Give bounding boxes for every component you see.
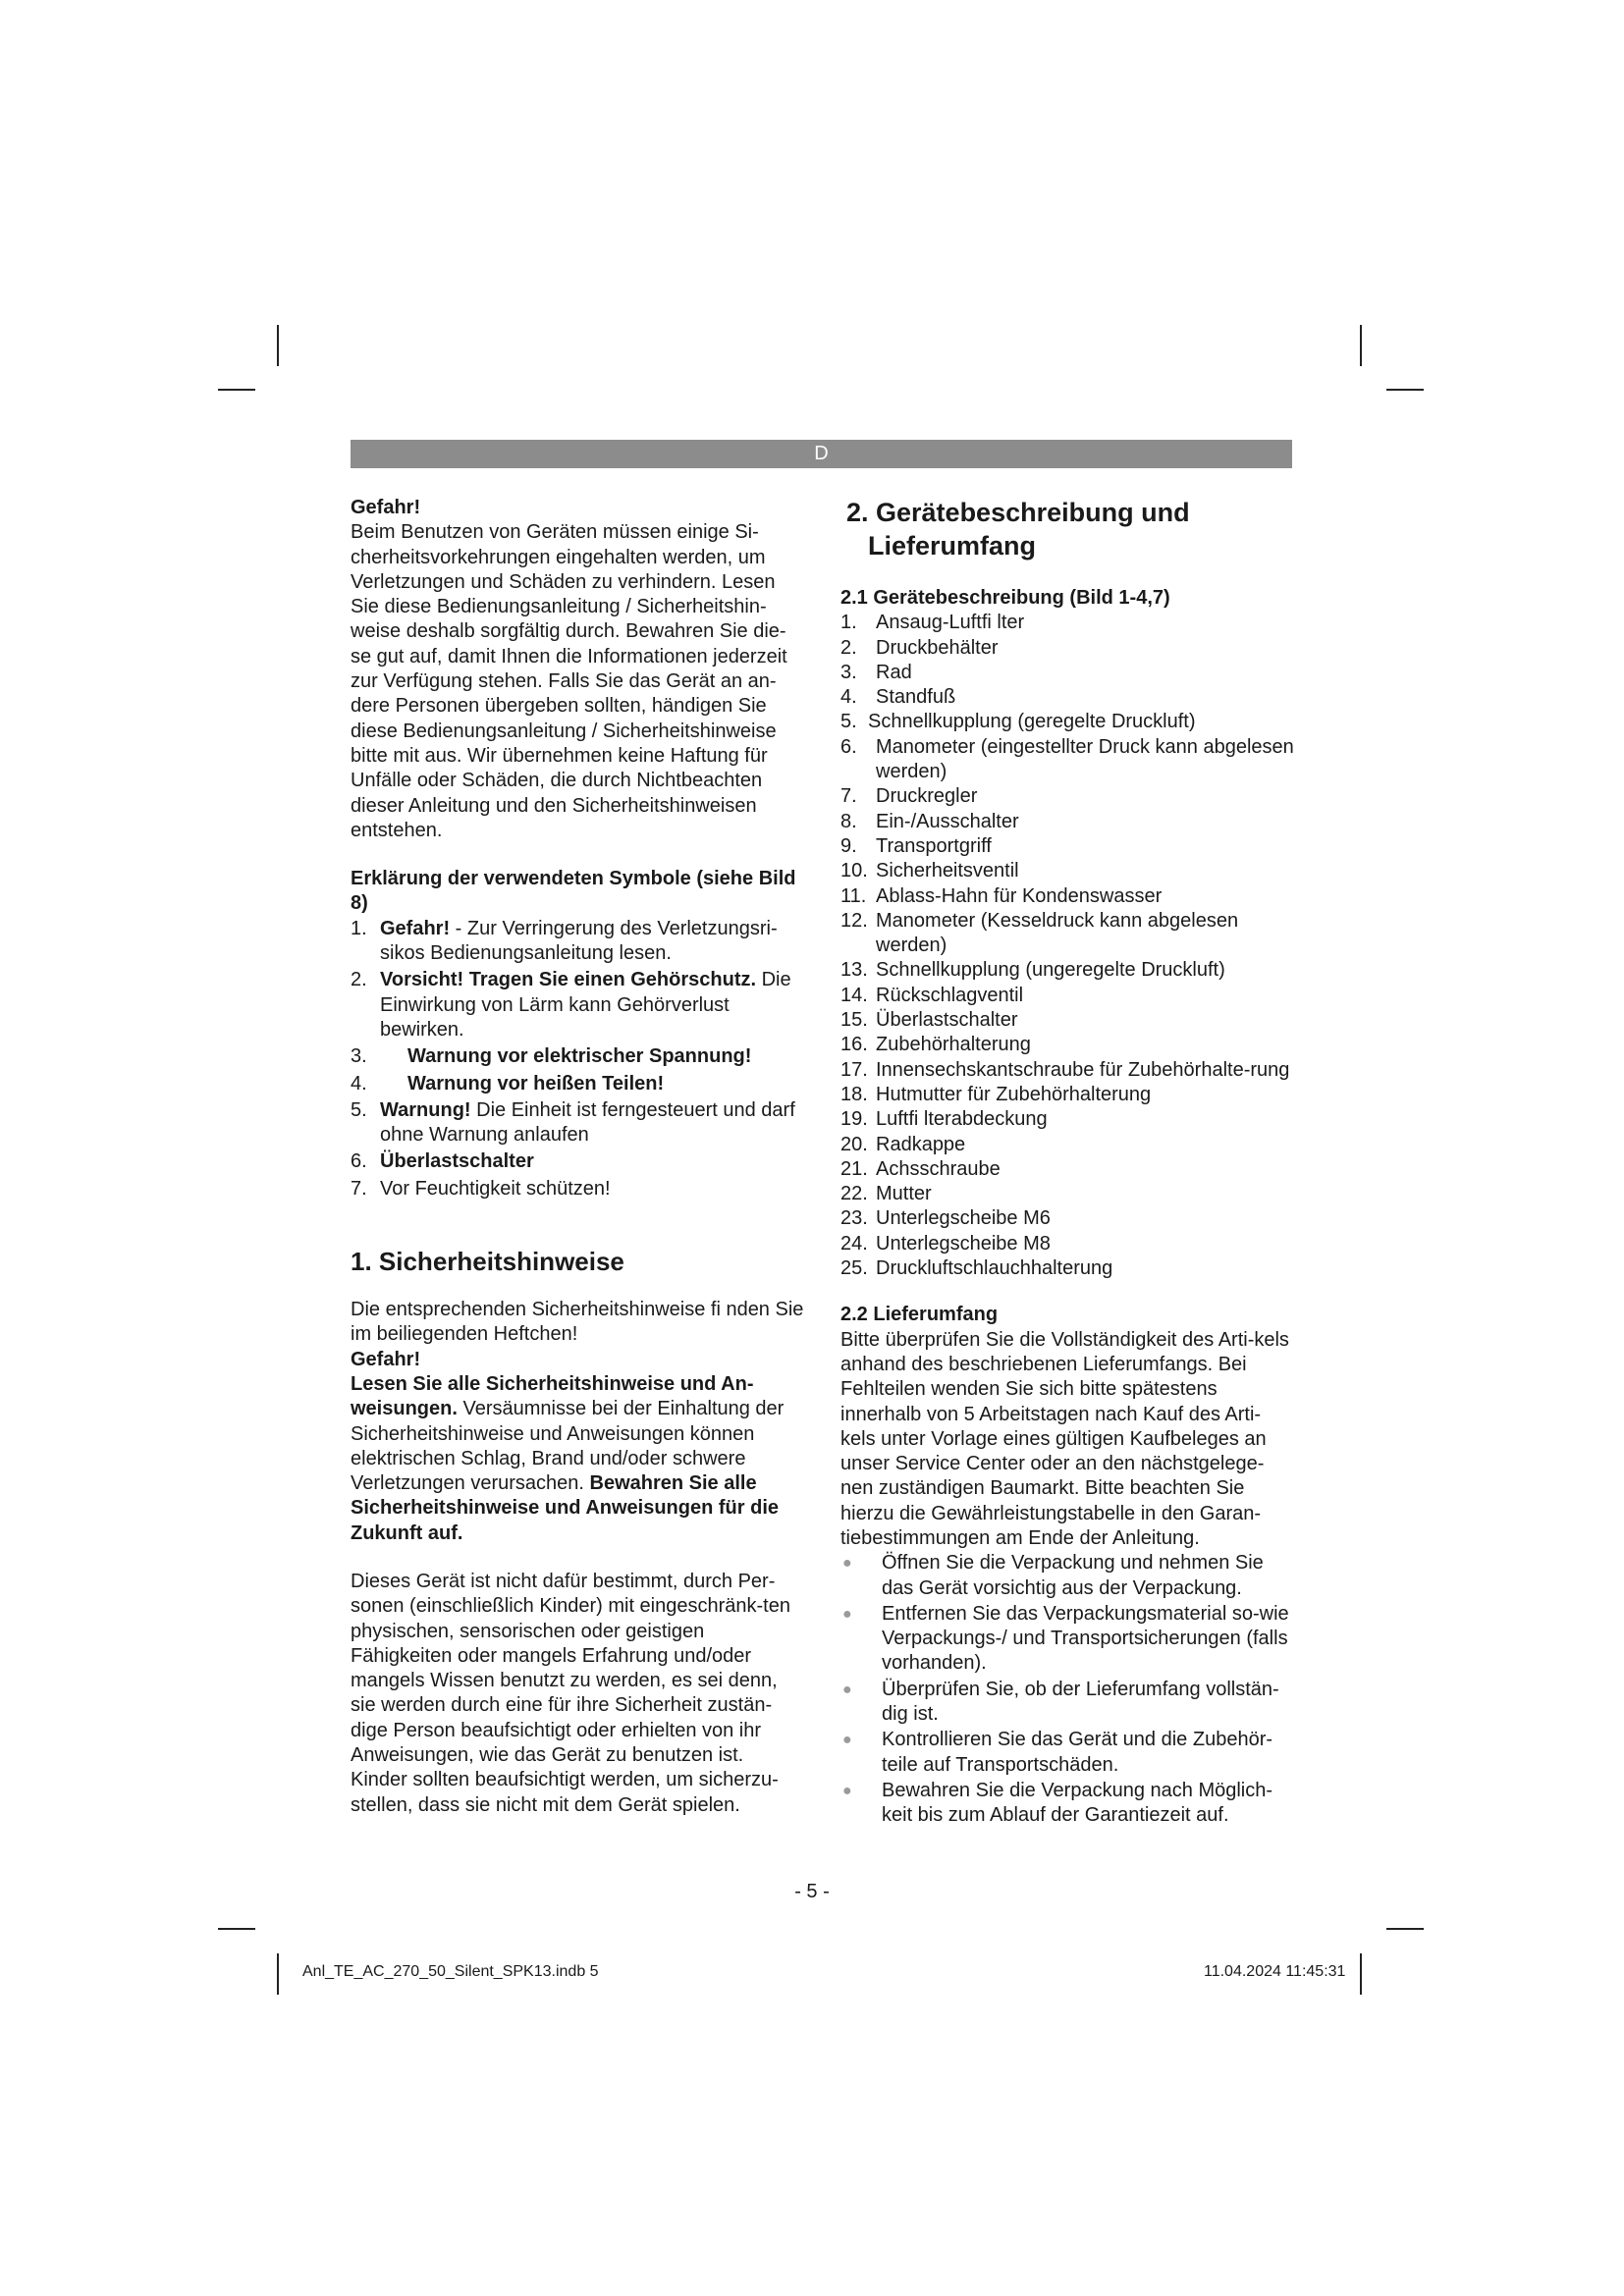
list-item: 9. Transportgriff bbox=[840, 834, 992, 857]
symbols-list bbox=[351, 917, 804, 1201]
section-1-danger: Gefahr! bbox=[351, 1348, 421, 1370]
bullet-icon: ● bbox=[842, 1681, 852, 1698]
crop-mark bbox=[1386, 1928, 1424, 1930]
list-item: 12. Manometer (Kesseldruck kann abgelesen werden) bbox=[840, 909, 1239, 957]
crop-mark bbox=[1360, 325, 1362, 366]
section-2-title: 2. Gerätebeschreibung und bbox=[846, 498, 1190, 527]
device-description-heading: 2.1 Gerätebeschreibung (Bild 1-4,7) bbox=[840, 587, 1170, 609]
list-item: ● Kontrollieren Sie das Gerät und die Zubehör-teile auf Transportschäden. bbox=[840, 1728, 1294, 1778]
list-item: 2. Vorsicht! Tragen Sie einen Gehörschutz. Die Einwirkung von Lärm kann Gehörverlust bewirken. bbox=[351, 969, 791, 1041]
list-item: 7. Druckregler bbox=[840, 785, 978, 808]
list-item: 4. Standfuß bbox=[840, 686, 956, 709]
section-1-intro: Die entsprechenden Sicherheitshinweise fi nden Sie im beiliegenden Heftchen! bbox=[351, 1299, 804, 1346]
list-item: 7. Vor Feuchtigkeit schützen! bbox=[351, 1177, 611, 1200]
list-item: 10. Sicherheitsventil bbox=[840, 860, 1019, 882]
page-number: - 5 - bbox=[794, 1881, 830, 1902]
list-item: 23. Unterlegscheibe M6 bbox=[840, 1207, 1051, 1230]
list-item: ● Überprüfen Sie, ob der Lieferumfang vollstän-dig ist. bbox=[840, 1678, 1294, 1728]
bullet-icon: ● bbox=[842, 1605, 852, 1623]
bullet-icon: ● bbox=[842, 1555, 852, 1573]
parts-list bbox=[840, 611, 1294, 1281]
list-item: 15. Überlastschalter bbox=[840, 1009, 1018, 1032]
list-item: 19. Luftfi lterabdeckung bbox=[840, 1108, 1048, 1131]
danger-heading: Gefahr! bbox=[351, 497, 421, 518]
list-item: 11. Ablass-Hahn für Kondenswasser bbox=[840, 884, 1163, 907]
list-item: 16. Zubehörhalterung bbox=[840, 1034, 1031, 1056]
bullet-icon: ● bbox=[842, 1732, 852, 1749]
list-item: 1. Ansaug-Luftfi lter bbox=[840, 612, 1025, 634]
list-item: 6. Manometer (eingestellter Druck kann abgelesen werden) bbox=[840, 735, 1294, 783]
section-1-children-paragraph: Dieses Gerät ist nicht dafür bestimmt, durch Per-sonen (einschließlich Kinder) mit eingeschränk-ten physischen, sensorischen oder geistigen Fähigkeiten oder mangels Erfahrung und/oder mangels Wissen benutzt zu werden, es sei denn, sie werden durch eine für ihre Sicherheit zustän-dige Person beaufsichtigt oder erhielten von ihr Anweisungen, wie das Gerät zu benutzen ist. Kinder sollten beaufsichtigt werden, um sicherzu-stellen, dass sie nicht mit dem Gerät spielen. bbox=[351, 1570, 790, 1816]
list-item: ● Entfernen Sie das Verpackungsmaterial so-wie Verpackungs-/ und Transportsicherungen (falls vorhanden). bbox=[840, 1602, 1294, 1677]
footer-file-name: Anl_TE_AC_270_50_Silent_SPK13.indb 5 bbox=[302, 1963, 599, 1980]
list-item: 25. Druckluftschlauchhalterung bbox=[840, 1257, 1113, 1280]
list-item: 6. Überlastschalter bbox=[351, 1150, 534, 1173]
list-item: 5. Warnung! Die Einheit ist ferngesteuert und darf ohne Warnung anlaufen bbox=[351, 1098, 795, 1147]
list-item: 8. Ein-/Ausschalter bbox=[840, 810, 1019, 832]
list-item: 20. Radkappe bbox=[840, 1133, 966, 1155]
section-1-title: 1. Sicherheitshinweise bbox=[351, 1247, 624, 1277]
list-item: 24. Unterlegscheibe M8 bbox=[840, 1232, 1051, 1255]
list-item: 4. Warnung vor heißen Teilen! bbox=[351, 1072, 665, 1095]
crop-mark bbox=[1386, 389, 1424, 391]
scope-of-delivery-paragraph: Bitte überprüfen Sie die Vollständigkeit des Arti-kels anhand des beschriebenen Lieferumfangs. Bei Fehlteilen wenden Sie sich bitte spätestens innerhalb von 5 Arbeitstagen nach Kauf des Arti-kels unter Vorlage eines gültigen Kaufbeleges an unser Service Center oder an den nächstgelege-nen zuständigen Baumarkt. Bitte beachten Sie hierzu die Gewährleistungstabelle in den Garan-tiebestimmungen am Ende der Anleitung. bbox=[840, 1328, 1289, 1549]
scope-of-delivery-heading: 2.2 Lieferumfang bbox=[840, 1304, 999, 1326]
list-item: 13. Schnellkupplung (ungeregelte Druckluft) bbox=[840, 959, 1225, 982]
crop-mark bbox=[277, 1953, 279, 1995]
list-item: 18. Hutmutter für Zubehörhalterung bbox=[840, 1083, 1152, 1105]
right-column bbox=[840, 496, 1294, 1830]
left-column bbox=[351, 496, 804, 1818]
crop-mark bbox=[218, 1928, 255, 1930]
list-item: ● Bewahren Sie die Verpackung nach Möglich-keit bis zum Ablauf der Garantiezeit auf. bbox=[840, 1779, 1294, 1829]
scope-bullet-list bbox=[840, 1551, 1294, 1828]
list-item: ● Öffnen Sie die Verpackung und nehmen Sie das Gerät vorsichtig aus der Verpackung. bbox=[840, 1551, 1294, 1601]
crop-mark bbox=[1360, 1953, 1362, 1995]
crop-mark bbox=[218, 389, 255, 391]
danger-paragraph: Beim Benutzen von Geräten müssen einige Si-cherheitsvorkehrungen eingehalten werden, um Verletzungen und Schäden zu verhindern. Lesen Sie diese Bedienungsanleitung / Sicherheitshin-weise deshalb sorgfältig durch. Bewahren Sie die-se gut auf, damit Ihnen die Informationen jederzeit zur Verfügung stehen. Falls Sie das Gerät an an-dere Personen übergeben sollten, händigen Sie diese Bedienungsanleitung / Sicherheitshinweise bitte mit aus. Wir übernehmen keine Haftung für Unfälle oder Schäden, die durch Nichtbeachten dieser Anleitung und den Sicherheitshinweisen entstehen. bbox=[351, 521, 787, 841]
list-item: 2. Druckbehälter bbox=[840, 636, 999, 659]
footer-timestamp: 11.04.2024 11:45:31 bbox=[1204, 1963, 1346, 1980]
list-item: 14. Rückschlagventil bbox=[840, 984, 1024, 1006]
list-item: 5. Schnellkupplung (geregelte Druckluft) bbox=[840, 711, 1196, 733]
list-item: 3. Rad bbox=[840, 661, 912, 683]
language-header-bar: D bbox=[351, 440, 1292, 468]
list-item: 1. Gefahr! - Zur Verringerung des Verletzungsri-sikos Bedienungsanleitung lesen. bbox=[351, 917, 778, 965]
list-item: 3. Warnung vor elektrischer Spannung! bbox=[351, 1045, 752, 1068]
section-2-title-line-2: Lieferumfang bbox=[868, 531, 1037, 561]
bullet-icon: ● bbox=[842, 1782, 852, 1799]
list-item: 22. Mutter bbox=[840, 1183, 932, 1205]
section-1-warning-paragraph: Lesen Sie alle Sicherheitshinweise und An-weisungen. Versäumnisse bei der Einhaltung der Sicherheitshinweise und Anweisungen können elektrischen Schlag, Brand und/oder schwere Verletzungen verursachen. Bewahren Sie alle Sicherheitshinweise und Anweisungen für die Zukunft auf. bbox=[351, 1372, 785, 1544]
crop-mark bbox=[277, 325, 279, 366]
symbols-heading: Erklärung der verwendeten Symbole (siehe Bild 8) bbox=[351, 868, 796, 915]
list-item: 17. Innensechskantschraube für Zubehörhalte-rung bbox=[840, 1058, 1290, 1081]
list-item: 21. Achsschraube bbox=[840, 1157, 1001, 1180]
